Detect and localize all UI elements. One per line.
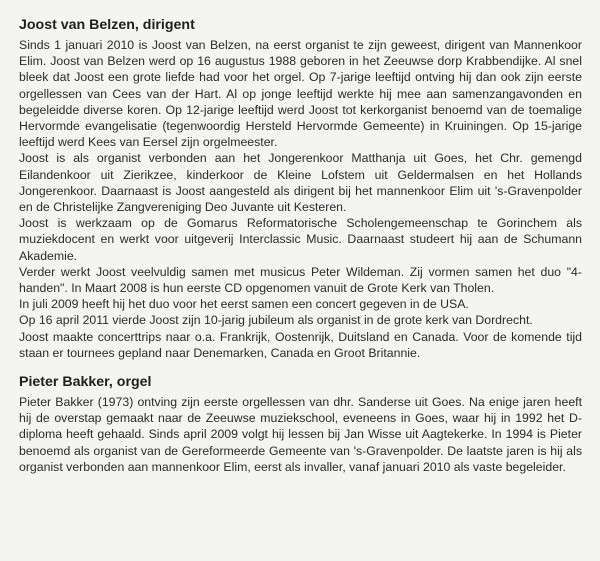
paragraph: Joost maakte concerttrips naar o.a. Frankrijk, Oostenrijk, Duitsland en Canada. Voor de komende tijd staan er tournees gepland naar Denemarken, Canada en Groot Britannie. [19,329,582,360]
paragraph: Verder werkt Joost veelvuldig samen met musicus Peter Wildeman. Zij vormen samen het duo "4-handen". In Maart 2008 is hun eerste CD opgenomen vanuit de Grote Kerk van Tholen. [19,264,582,296]
paragraph: Sinds 1 januari 2010 is Joost van Belzen, na eerst organist te zijn geweest, dirigent van Mannenkoor Elim. Joost van Belzen werd op 16 augustus 1988 geboren in het Zeeuwse dorp Krabbendijke. Al snel bleek dat Joost een grote liefde had voor het orgel. Op 7-jarige leeftijd ontving hij dan ook zijn eerste orgellessen van Cees van der Hart. Al op jonge leeftijd werkte hij mee aan samenzangavonden en begeleidde diverse koren. Op 12-jarige leeftijd werd Joost tot kerkorganist benoemd van de toemalige Hervormde evangelisatie (tegenwoordig Hersteld Hervormde Gemeente) in Kruiningen. Op 15-jarige leeftijd werd Kees van Eersel zijn orgelmeester. [19,38,582,150]
paragraph: Pieter Bakker (1973) ontving zijn eerste orgellessen van dhr. Sanderse uit Goes. Na enige jaren heeft hij de overstap gemaakt naar de Zeeuwse muziekschool, eveneens in Goes, waar hij in 1992 het D-diploma heeft gehaald. Sinds april 2009 volgt hij lessen bij Jan Wisse uit Aagtekerke. In 1994 is Pieter benoemd als organist van de Gereformeerde Gemeente van 's-Gravenpolder. De laatste jaren is hij als organist verbonden aan mannenkoor Elim, eerst als invaller, vanaf januari 2010 als vaste begeleider. [19,395,582,474]
paragraph: In juli 2009 heeft hij het duo voor het eerst samen een concert gegeven in de USA. [19,297,469,312]
paragraph: Joost is werkzaam op de Gomarus Reformatorische Scholengemeenschap te Gorinchem als muziekdocent en werkt voor uitgeverij Interclassic Music. Daarnaast studeert hij aan de Schumann Akademie. [19,216,582,263]
paragraph: Joost is als organist verbonden aan het Jongerenkoor Matthanja uit Goes, het Chr. gemengd Eilandenkoor uit Zierikzee, kinderkoor de Kleine Lofstem uit Geldermalsen en het Hollands Jongerenkoor. Daarnaast is Joost aangesteld als dirigent bij het mannenkoor Elim uit 's-Gravenpolder en de Christelijke Zangvereniging Deo Juvante uit Kesteren. [19,151,582,215]
section-title: Joost van Belzen, dirigent [19,17,195,33]
bio-joost-van-belzen [19,16,582,361]
section-title: Pieter Bakker, orgel [19,374,152,391]
paragraph: Op 16 april 2011 vierde Joost zijn 10-jarig jubileum als organist in de grote kerk van Dordrecht. [19,313,533,328]
bio-pieter-bakker [19,373,582,475]
